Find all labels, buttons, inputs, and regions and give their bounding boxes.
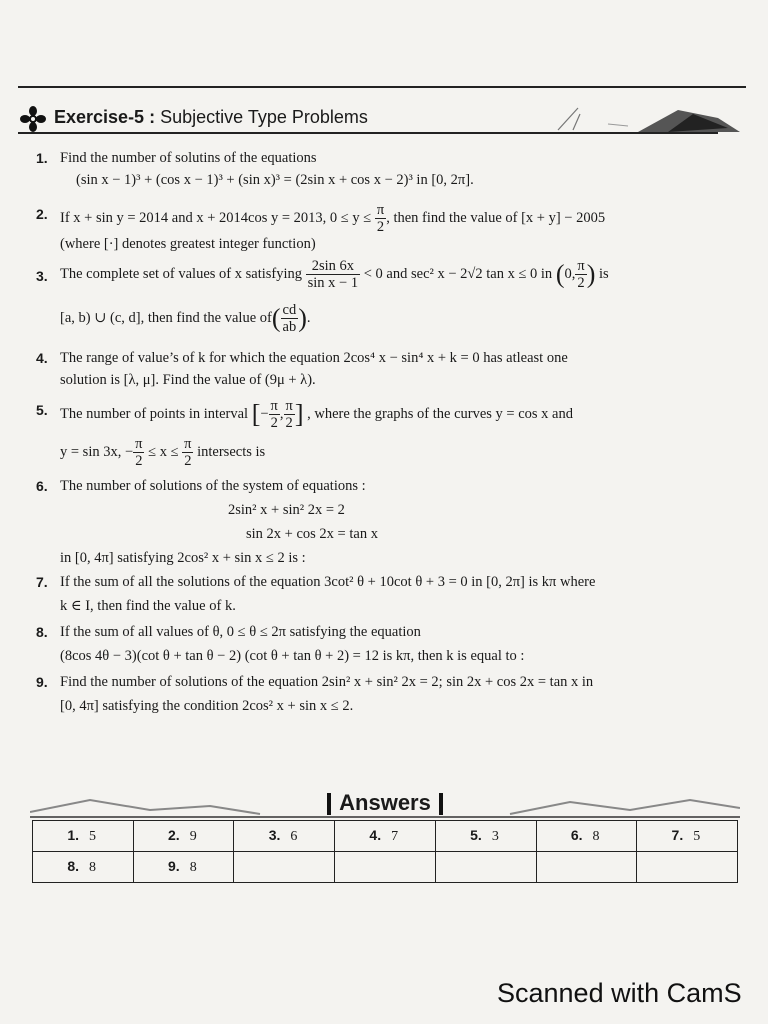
- problem-text: Find the number of solutions of the equation 2sin² x + sin² 2x = 2; sin 2x + cos 2x = tan x in: [60, 674, 594, 690]
- answer-key: 7.: [671, 827, 684, 843]
- answer-cell: [234, 852, 335, 883]
- answer-cell: [637, 852, 738, 883]
- answers-row: [33, 852, 738, 883]
- scanner-watermark: Scanned with CamS: [497, 978, 742, 1008]
- problem-text: If the sum of all values of θ, 0 ≤ θ ≤ 2π satisfying the equation: [60, 624, 421, 640]
- problem-number: 9.: [36, 674, 48, 690]
- problem-number: 1.: [36, 150, 48, 166]
- exercise-title: [54, 107, 368, 128]
- fraction: $\frac{2\sin 6x}{\text{sin x − 1}}$: [307, 258, 359, 291]
- problem-text: If x + sin y = 2014 and x + 2014cos y = 2013, 0 ≤ y ≤ $\frac{\pi}{2}$ , then find the value of [x + y] − 2005: [60, 202, 606, 235]
- problem-text: If the sum of all the solutions of the equation 3cot² θ + 10cot θ + 3 = 0 in [0, 2π] is kπ where: [60, 574, 596, 590]
- answer-key: 4.: [369, 827, 382, 843]
- top-rule: [18, 86, 746, 88]
- answer-value: 8: [189, 860, 197, 875]
- answer-value: 8: [89, 860, 96, 875]
- fraction: $\frac{\pi}{2}$: [184, 436, 192, 469]
- answer-cell: [435, 821, 536, 852]
- answer-key: 2.: [168, 827, 180, 843]
- answer-value: 7: [391, 829, 399, 844]
- problem-number: 8.: [36, 624, 48, 640]
- problem-number: 6.: [36, 478, 48, 494]
- answer-value: 5: [89, 829, 96, 844]
- answer-cell: [637, 821, 738, 852]
- problem-equation: (sin x − 1)³ + (cos x − 1)³ + (sin x)³ = (2sin x + cos x − 2)³ in [0, 2π].: [76, 172, 474, 188]
- answers-header: [30, 786, 740, 820]
- system-equation-1: 2sin² x + sin² 2x = 2: [228, 502, 345, 518]
- answer-cell: [33, 821, 134, 852]
- answer-key: 8.: [67, 858, 79, 874]
- answer-value: 3: [491, 829, 499, 844]
- answer-value: 5: [693, 829, 701, 844]
- problem-text-line2: k ∈ I, then find the value of k.: [60, 598, 236, 614]
- answer-cell: [536, 852, 637, 883]
- problem-equation: (8cos 4θ − 3)(cot θ + tan θ − 2) (cot θ + tan θ + 2) = 12 is kπ, then k is equal to :: [60, 648, 525, 664]
- problem-text-line2: y = sin 3x, − $\frac{\pi}{2}$ ≤ x ≤ $\frac{\pi}{2}$ intersects is: [60, 436, 266, 469]
- answers-row: [33, 821, 738, 852]
- answer-cell: [234, 821, 335, 852]
- fraction: $\frac{\pi}{2}$: [376, 202, 385, 235]
- problem-text: The complete set of values of x satisfying $\frac{2\sin 6x}{\text{sin x − 1}}$ < 0 and sec² x − 2√2 tan x ≤ 0 in (0, $\frac{\pi}{2}$ ) is: [60, 258, 609, 291]
- answer-value: 8: [592, 829, 600, 844]
- answer-cell: [335, 852, 436, 883]
- problem-number: 7.: [36, 574, 48, 590]
- problem-text: The range of value’s of k for which the equation 2cos⁴ x − sin⁴ x + k = 0 has atleast one: [60, 350, 568, 366]
- flower-ornament-icon: [20, 106, 46, 132]
- fraction: $\frac{\pi}{2}$: [270, 398, 278, 431]
- problem-number: 3.: [36, 268, 48, 284]
- answers-title: Answers: [30, 790, 740, 816]
- fraction: $\frac{cd}{ab}$: [282, 302, 297, 335]
- fraction: $\frac{\pi}{2}$: [285, 398, 293, 431]
- answers-table: [32, 820, 738, 883]
- problem-text-line2: in [0, 4π] satisfying 2cos² x + sin x ≤ 2 is :: [60, 550, 306, 566]
- answer-cell: [335, 821, 436, 852]
- answer-key: 6.: [570, 827, 583, 843]
- answer-key: 5.: [470, 827, 482, 843]
- answer-key: 9.: [168, 858, 180, 874]
- answer-cell: [133, 852, 234, 883]
- header-decoration: [518, 104, 748, 134]
- answer-cell: [435, 852, 536, 883]
- problem-number: 5.: [36, 402, 48, 418]
- answer-cell: [536, 821, 637, 852]
- answer-value: 6: [290, 829, 298, 844]
- header-underline: [18, 132, 718, 134]
- problem-text-line2: [0, 4π] satisfying the condition 2cos² x + sin x ≤ 2.: [60, 698, 354, 714]
- exercise-label: Exercise-5 :: [54, 107, 156, 127]
- problem-number: 4.: [36, 350, 48, 366]
- exercise-subtitle: Subjective Type Problems: [160, 107, 368, 127]
- answer-cell: [133, 821, 234, 852]
- problem-number: 2.: [36, 206, 48, 222]
- fraction: $\frac{\pi}{2}$: [135, 436, 143, 469]
- problem-note: (where [·] denotes greatest integer function): [60, 236, 316, 252]
- problem-text: The number of solutions of the system of equations :: [60, 478, 366, 494]
- problem-text: The number of points in interval [− $\frac{\pi}{2}$ , $\frac{\pi}{2}$ ] , where the graphs of the curves y = cos x and: [60, 398, 573, 431]
- answer-value: 9: [189, 829, 197, 844]
- problem-text: Find the number of solutins of the equations: [60, 150, 317, 166]
- problem-text-line2: [a, b) ∪ (c, d], then find the value of( $\frac{cd}{ab}$ ).: [60, 302, 311, 335]
- problem-text-line2: solution is [λ, μ]. Find the value of (9μ + λ).: [60, 372, 316, 388]
- answer-cell: [33, 852, 134, 883]
- system-equation-2: sin 2x + cos 2x = tan x: [246, 526, 378, 542]
- answer-key: 1.: [67, 827, 79, 843]
- exercise-header: [18, 104, 748, 134]
- answer-key: 3.: [268, 827, 281, 843]
- fraction: $\frac{\pi}{2}$: [577, 258, 585, 291]
